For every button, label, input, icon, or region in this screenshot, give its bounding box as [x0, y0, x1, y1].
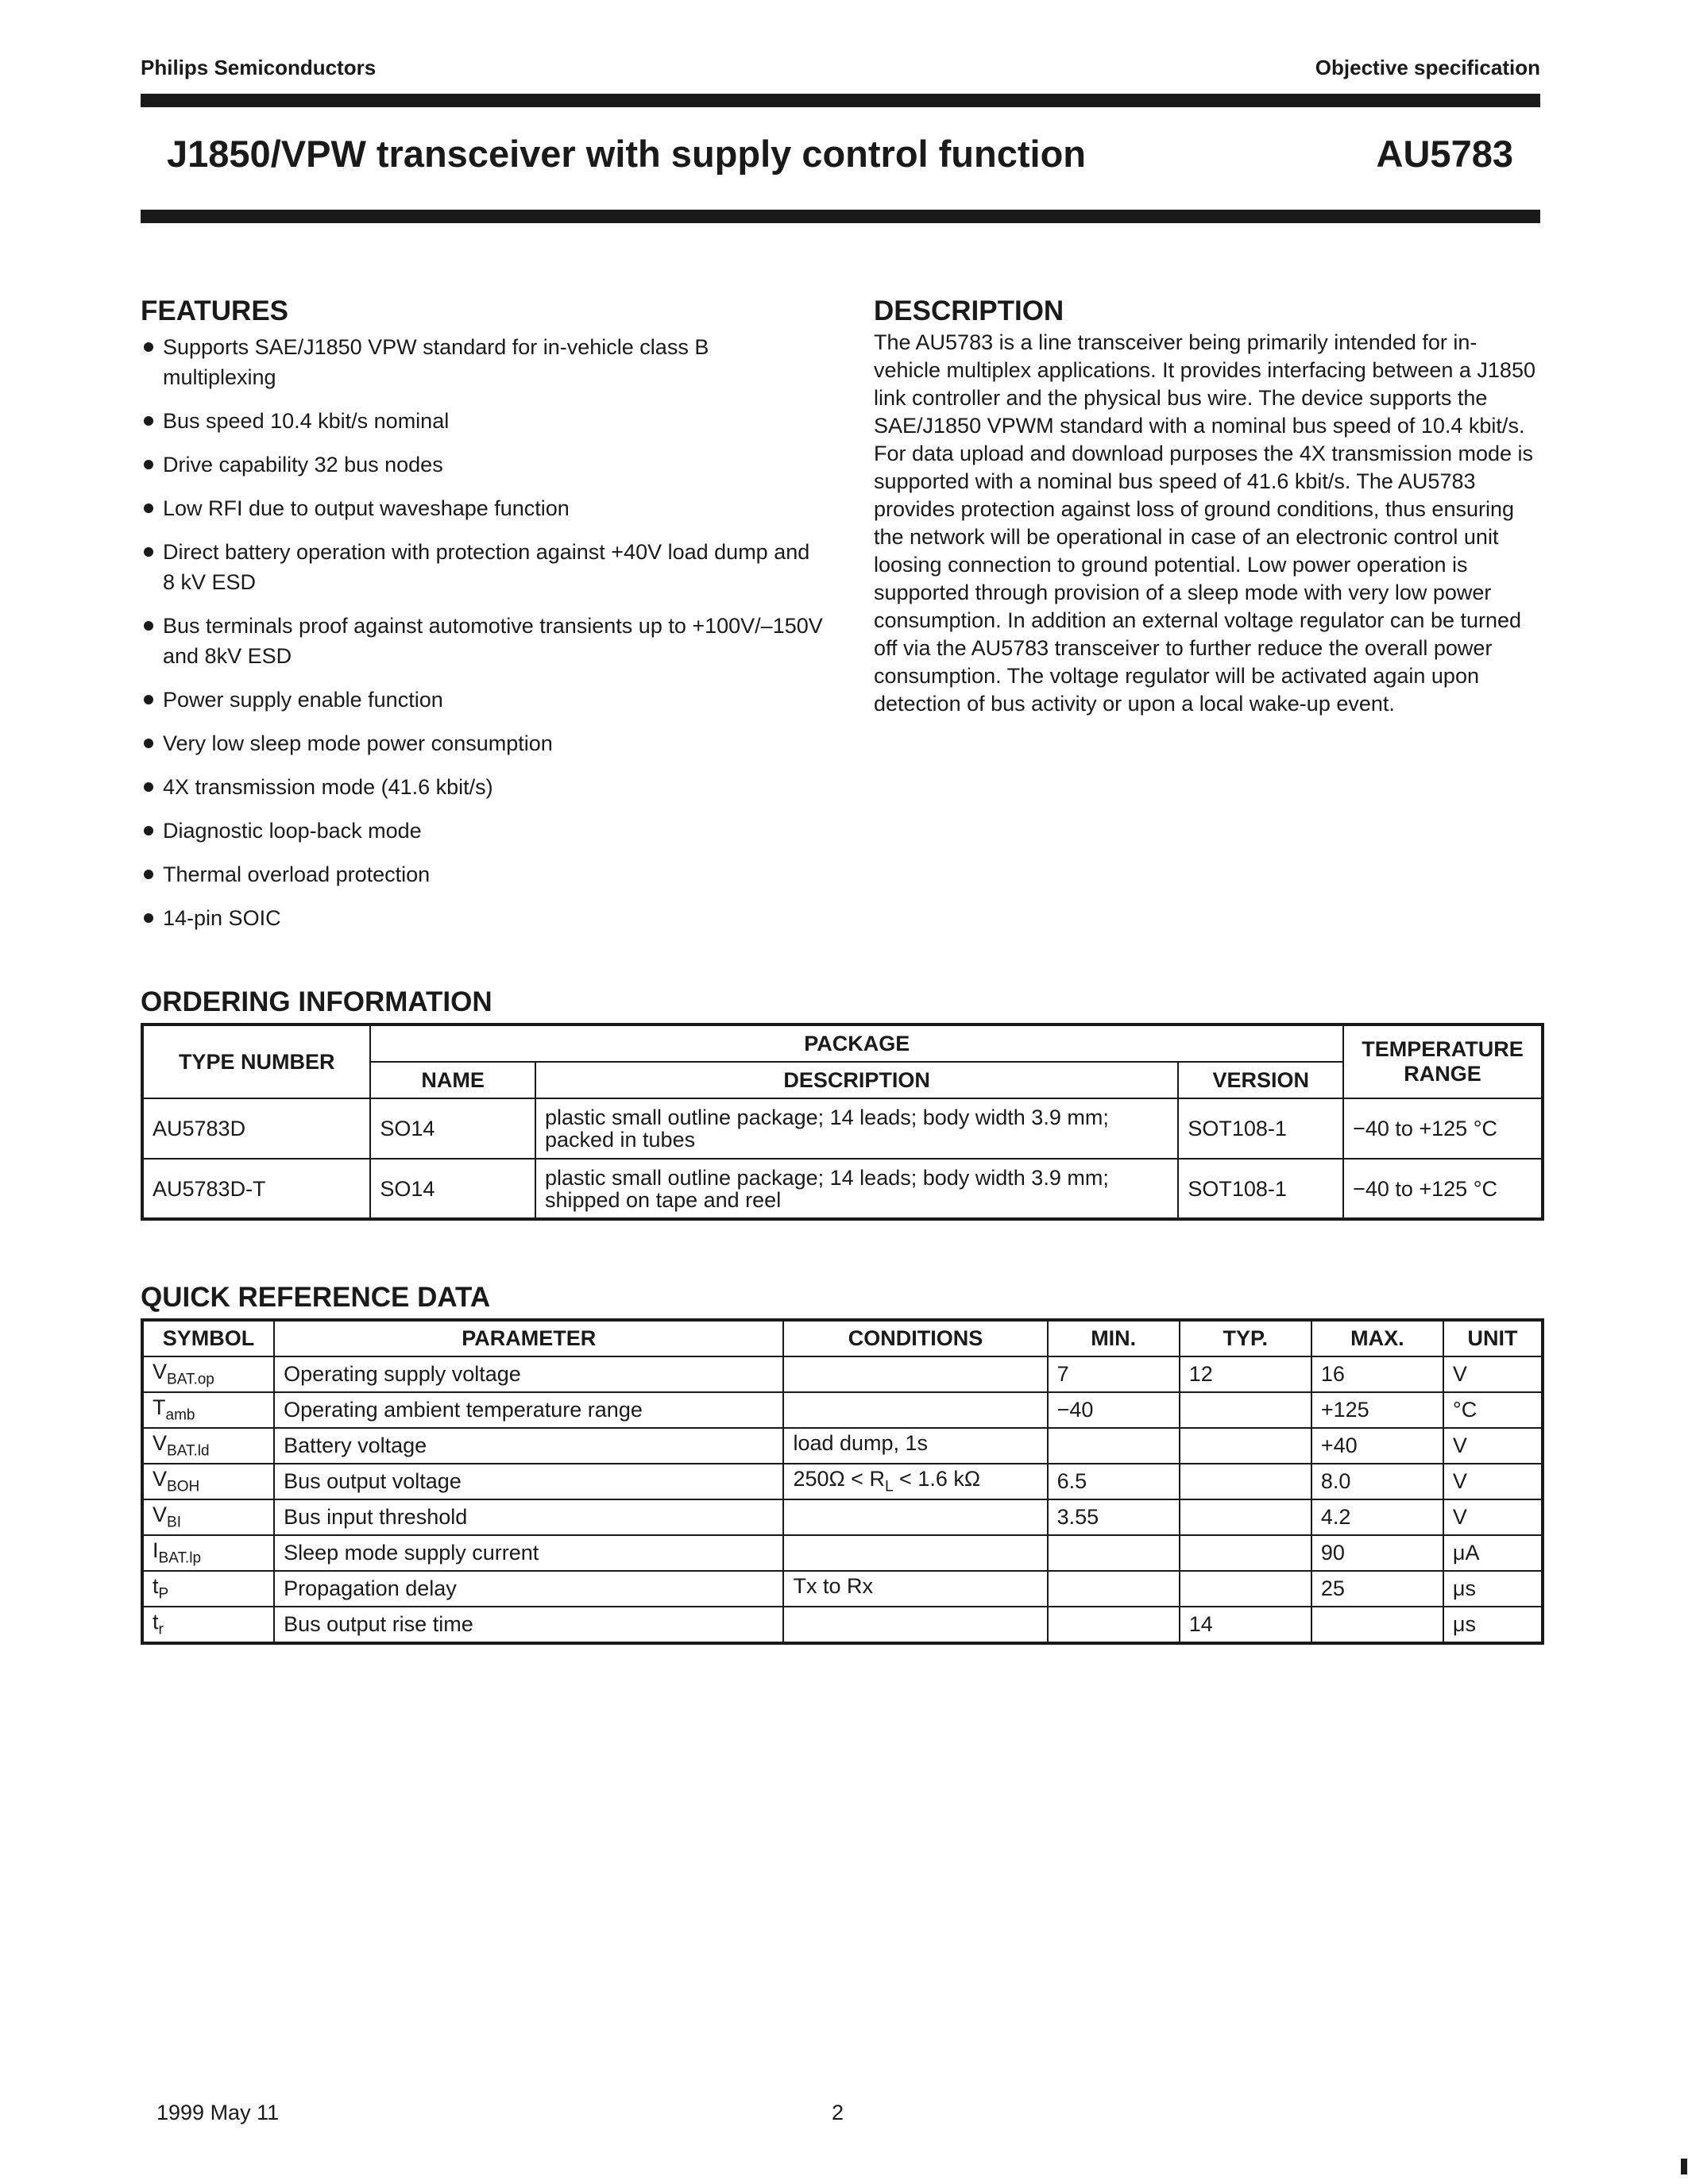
cell-parameter: Bus output rise time: [274, 1607, 783, 1643]
cell-min: [1048, 1428, 1180, 1464]
feature-item: Direct battery operation with protection against +40V load dump and 8 kV ESD: [141, 537, 824, 597]
cell-unit: μs: [1443, 1571, 1543, 1607]
header-rule-top: [141, 94, 1540, 107]
cell-unit: V: [1443, 1464, 1543, 1499]
cell-typ: [1180, 1392, 1311, 1428]
header-min: MIN.: [1048, 1320, 1180, 1356]
feature-item: Bus terminals proof against automotive transients up to +100V/–150V and 8kV ESD: [141, 611, 824, 671]
document-title: J1850/VPW transceiver with supply control function: [167, 133, 1086, 175]
feature-item: 4X transmission mode (41.6 kbit/s): [141, 772, 824, 802]
header-temperature-range: TEMPERATURE RANGE: [1343, 1024, 1543, 1098]
cell-unit: V: [1443, 1428, 1543, 1464]
cell-version: SOT108-1: [1178, 1098, 1343, 1159]
page-number: 2: [832, 2101, 844, 2124]
table-row: [142, 1499, 1543, 1535]
features-list: [141, 332, 824, 947]
cell-type: AU5783D: [142, 1098, 370, 1159]
feature-item: Supports SAE/J1850 VPW standard for in-vehicle class B multiplexing: [141, 332, 824, 392]
feature-item: 14-pin SOIC: [141, 903, 824, 933]
cell-max: 16: [1311, 1356, 1443, 1392]
header-conditions: CONDITIONS: [783, 1320, 1047, 1356]
cell-max: 25: [1311, 1571, 1443, 1607]
cell-version: SOT108-1: [1178, 1159, 1343, 1219]
bullet-icon: [144, 870, 153, 879]
bullet-icon: [144, 826, 153, 835]
bullet-icon: [144, 782, 153, 792]
cell-conditions: [783, 1535, 1047, 1571]
cell-typ: [1180, 1428, 1311, 1464]
cell-parameter: Bus output voltage: [274, 1464, 783, 1499]
quick-reference-table: [141, 1318, 1544, 1645]
cell-parameter: Bus input threshold: [274, 1499, 783, 1535]
feature-item: Bus speed 10.4 kbit/s nominal: [141, 406, 824, 436]
header-rule-bottom: [141, 210, 1540, 223]
bullet-icon: [144, 913, 153, 923]
table-row: [142, 1464, 1543, 1499]
cell-max: [1311, 1607, 1443, 1643]
crop-mark: [1681, 2159, 1687, 2174]
cell-max: 90: [1311, 1535, 1443, 1571]
cell-temp: −40 to +125 °C: [1343, 1159, 1543, 1219]
header-type-number: TYPE NUMBER: [142, 1024, 370, 1098]
cell-symbol: $V_{BI}$: [142, 1499, 274, 1535]
bullet-icon: [144, 504, 153, 513]
ordering-header-row: [142, 1024, 1543, 1062]
footer-date: 1999 May 11: [156, 2101, 280, 2124]
header-description: DESCRIPTION: [535, 1062, 1178, 1098]
bullet-icon: [144, 739, 153, 748]
quick-reference-heading: QUICK REFERENCE DATA: [141, 1282, 491, 1313]
cell-unit: V: [1443, 1356, 1543, 1392]
header-typ: TYP.: [1180, 1320, 1311, 1356]
cell-min: [1048, 1571, 1180, 1607]
cell-conditions: [783, 1392, 1047, 1428]
cell-typ: [1180, 1571, 1311, 1607]
feature-item: Very low sleep mode power consumption: [141, 728, 824, 758]
cell-max: 8.0: [1311, 1464, 1443, 1499]
ordering-heading: ORDERING INFORMATION: [141, 986, 492, 1017]
cell-description: plastic small outline package; 14 leads; body width 3.9 mm; shipped on tape and reel: [535, 1159, 1178, 1219]
cell-min: 7: [1048, 1356, 1180, 1392]
description-heading: DESCRIPTION: [874, 295, 1064, 326]
feature-item: Drive capability 32 bus nodes: [141, 450, 824, 480]
table-row: [142, 1392, 1543, 1428]
feature-item: Power supply enable function: [141, 685, 824, 715]
ordering-table: [141, 1023, 1544, 1221]
bullet-icon: [144, 621, 153, 631]
table-row: [142, 1428, 1543, 1464]
header-name: NAME: [370, 1062, 535, 1098]
cell-conditions: [783, 1499, 1047, 1535]
cell-min: 6.5: [1048, 1464, 1180, 1499]
cell-symbol: $T_{amb}$: [142, 1392, 274, 1428]
table-row: [142, 1607, 1543, 1643]
cell-unit: μA: [1443, 1535, 1543, 1571]
feature-item: Thermal overload protection: [141, 859, 824, 889]
company-name: Philips Semiconductors: [141, 56, 377, 79]
feature-item: Low RFI due to output waveshape function: [141, 493, 824, 523]
header-package: PACKAGE: [370, 1024, 1343, 1062]
cell-conditions: load dump, 1s: [783, 1428, 1047, 1464]
cell-symbol: $V_{BAT.op}$: [142, 1356, 274, 1392]
cell-conditions: Tx to Rx: [783, 1571, 1047, 1607]
cell-max: +125: [1311, 1392, 1443, 1428]
header-max: MAX.: [1311, 1320, 1443, 1356]
table-row: [142, 1356, 1543, 1392]
cell-type: AU5783D-T: [142, 1159, 370, 1219]
cell-max: 4.2: [1311, 1499, 1443, 1535]
bullet-icon: [144, 416, 153, 426]
cell-conditions: [783, 1356, 1047, 1392]
document-status: Objective specification: [1315, 56, 1540, 79]
table-row: [142, 1098, 1543, 1159]
bullet-icon: [144, 547, 153, 557]
cell-temp: −40 to +125 °C: [1343, 1098, 1543, 1159]
bullet-icon: [144, 342, 153, 352]
features-heading: FEATURES: [141, 295, 289, 326]
cell-symbol: $t_r$: [142, 1607, 274, 1643]
cell-description: plastic small outline package; 14 leads; body width 3.9 mm; packed in tubes: [535, 1098, 1178, 1159]
quick-reference-header-row: [142, 1320, 1543, 1356]
description-text: The AU5783 is a line transceiver being primarily intended for in-vehicle multiplex applications. It provides interfacing between a J1850 link controller and the physical bus wire. The device supports the SAE/J1850 VPWM standard with a nominal bus speed of 10.4 kbit/s. For data upload and download purposes the 4X transmission mode is supported with a nominal bus speed of 41.6 kbit/s. The AU5783 provides protection against loss of ground conditions, thus ensuring the network will be operational in case of an electronic control unit loosing connection to ground potential. Low power operation is supported through provision of a sleep mode with very low power consumption. In addition an external voltage regulator can be turned off via the AU5783 transceiver to further reduce the overall power consumption. The voltage regulator will be activated again upon detection of bus activity or upon a local wake-up event.: [874, 330, 1535, 716]
cell-min: [1048, 1535, 1180, 1571]
cell-parameter: Operating ambient temperature range: [274, 1392, 783, 1428]
cell-min: 3.55: [1048, 1499, 1180, 1535]
cell-name: SO14: [370, 1159, 535, 1219]
cell-typ: [1180, 1464, 1311, 1499]
cell-name: SO14: [370, 1098, 535, 1159]
cell-parameter: Sleep mode supply current: [274, 1535, 783, 1571]
header-parameter: PARAMETER: [274, 1320, 783, 1356]
cell-unit: °C: [1443, 1392, 1543, 1428]
cell-typ: 14: [1180, 1607, 1311, 1643]
bullet-icon: [144, 695, 153, 704]
part-number: AU5783: [1376, 133, 1513, 175]
cell-typ: [1180, 1499, 1311, 1535]
cell-max: +40: [1311, 1428, 1443, 1464]
cell-symbol: $V_{BOH}$: [142, 1464, 274, 1499]
cell-conditions: [783, 1607, 1047, 1643]
table-row: [142, 1571, 1543, 1607]
table-row: [142, 1159, 1543, 1219]
header-version: VERSION: [1178, 1062, 1343, 1098]
header-symbol: SYMBOL: [142, 1320, 274, 1356]
cell-conditions: $250\Omega < R_L < 1.6$ kΩ: [783, 1464, 1047, 1499]
cell-symbol: $t_P$: [142, 1571, 274, 1607]
feature-item: Diagnostic loop-back mode: [141, 816, 824, 846]
cell-unit: μs: [1443, 1607, 1543, 1643]
table-row: [142, 1535, 1543, 1571]
bullet-icon: [144, 460, 153, 469]
cell-unit: V: [1443, 1499, 1543, 1535]
header-unit: UNIT: [1443, 1320, 1543, 1356]
cell-min: [1048, 1607, 1180, 1643]
cell-typ: [1180, 1535, 1311, 1571]
cell-parameter: Battery voltage: [274, 1428, 783, 1464]
cell-min: −40: [1048, 1392, 1180, 1428]
cell-symbol: $V_{BAT.ld}$: [142, 1428, 274, 1464]
cell-parameter: Propagation delay: [274, 1571, 783, 1607]
cell-typ: 12: [1180, 1356, 1311, 1392]
cell-parameter: Operating supply voltage: [274, 1356, 783, 1392]
cell-symbol: $I_{BAT.lp}$: [142, 1535, 274, 1571]
